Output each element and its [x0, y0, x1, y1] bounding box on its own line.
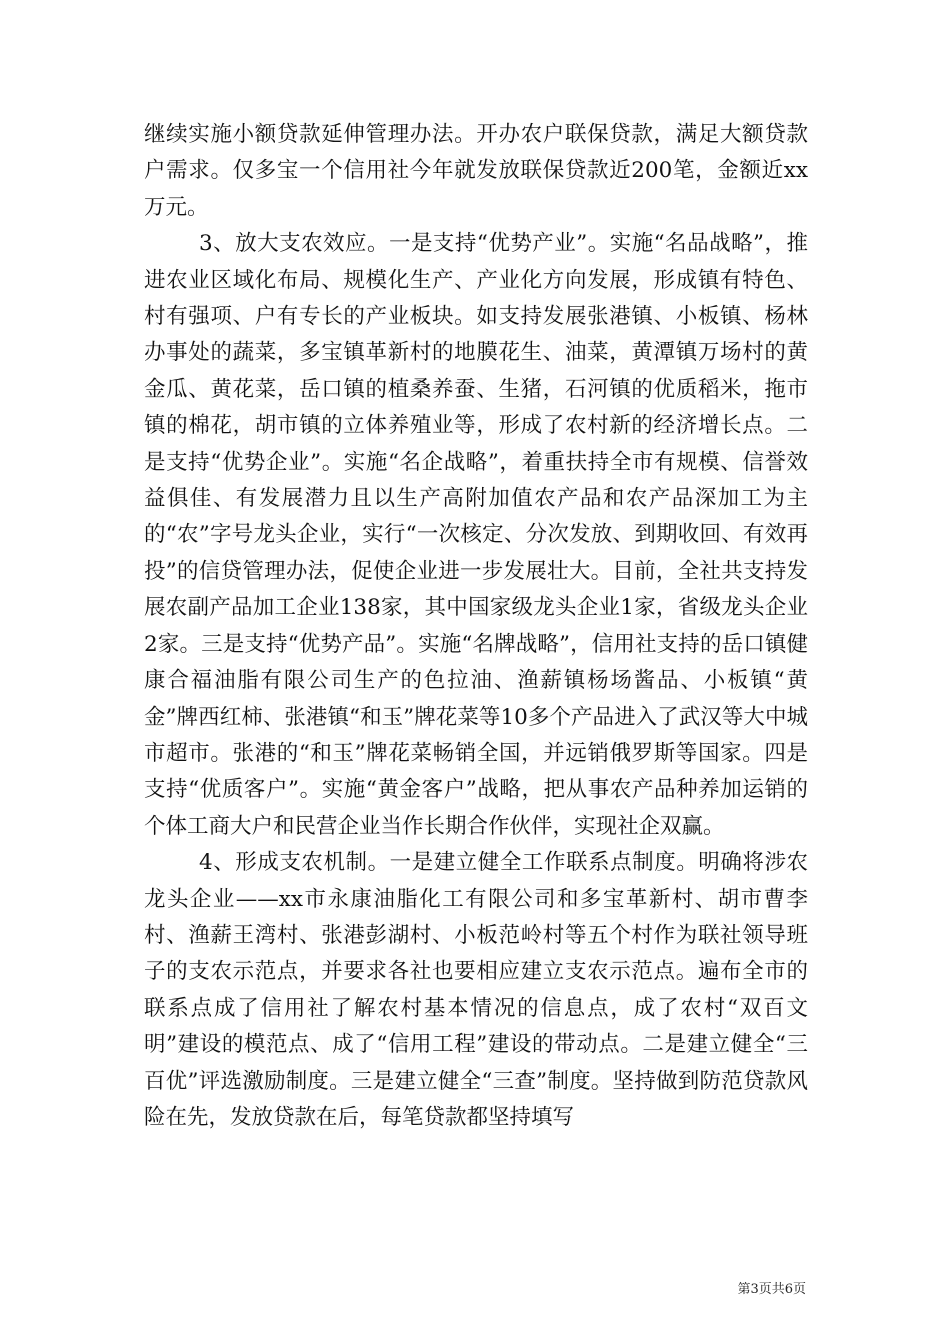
- page-number-footer: 第3页共6页: [737, 1282, 806, 1297]
- body-text: [144, 117, 808, 1136]
- paragraph-continuation: 继续实施小额贷款延伸管理办法。开办农户联保贷款，满足大额贷款户需求。仅多宝一个信用社今年就发放联保贷款近200笔，金额近xx万元。: [144, 122, 808, 220]
- paragraph-section-3: 3、放大支农效应。一是支持“优势产业”。实施“名品战略”，推进农业区域化布局、规模化生产、产业化方向发展，形成镇有特色、村有强项、户有专长的产业板块。如支持发展张港镇、小板镇、杨林办事处的蔬菜，多宝镇革新村的地膜花生、油菜，黄潭镇万场村的黄金瓜、黄花菜，岳口镇的植桑养蚕、生猪，石河镇的优质稻米，拖市镇的棉花，胡市镇的立体养殖业等，形成了农村新的经济增长点。二是支持“优势企业”。实施“名企战略”，着重扶持全市有规模、信誉效益俱佳、有发展潜力且以生产高附加值农产品和农产品深加工为主的“农”字号龙头企业，实行“一次核定、分次发放、到期收回、有效再投”的信贷管理办法，促使企业进一步发展壮大。目前，全社共支持发展农副产品加工企业138家，其中国家级龙头企业1家，省级龙头企业2家。三是支持“优势产品”。实施“名牌战略”，信用社支持的岳口镇健康合福油脂有限公司生产的色拉油、渔薪镇杨场酱品、小板镇“黄金”牌西红柿、张港镇“和玉”牌花菜等10多个产品进入了武汉等大中城市超市。张港的“和玉”牌花菜畅销全国，并远销俄罗斯等国家。四是支持“优质客户”。实施“黄金客户”战略，把从事农产品种养加运销的个体工商大户和民营企业当作长期合作伙伴，实现社企双赢。: [144, 231, 808, 839]
- paragraph-section-4: 4、形成支农机制。一是建立健全工作联系点制度。明确将涉农龙头企业——xx市永康油脂化工有限公司和多宝革新村、胡市曹李村、渔薪王湾村、张港彭湖村、小板范岭村等五个村作为联社领导班子的支农示范点，并要求各社也要相应建立支农示范点。遍布全市的联系点成了信用社了解农村基本情况的信息点，成了农村“双百文明”建设的模范点、成了“信用工程”建设的带动点。二是建立健全“三百优”评选激励制度。三是建立健全“三查”制度。坚持做到防范贷款风险在先，发放贷款在后，每笔贷款都坚持填写: [144, 850, 808, 1130]
